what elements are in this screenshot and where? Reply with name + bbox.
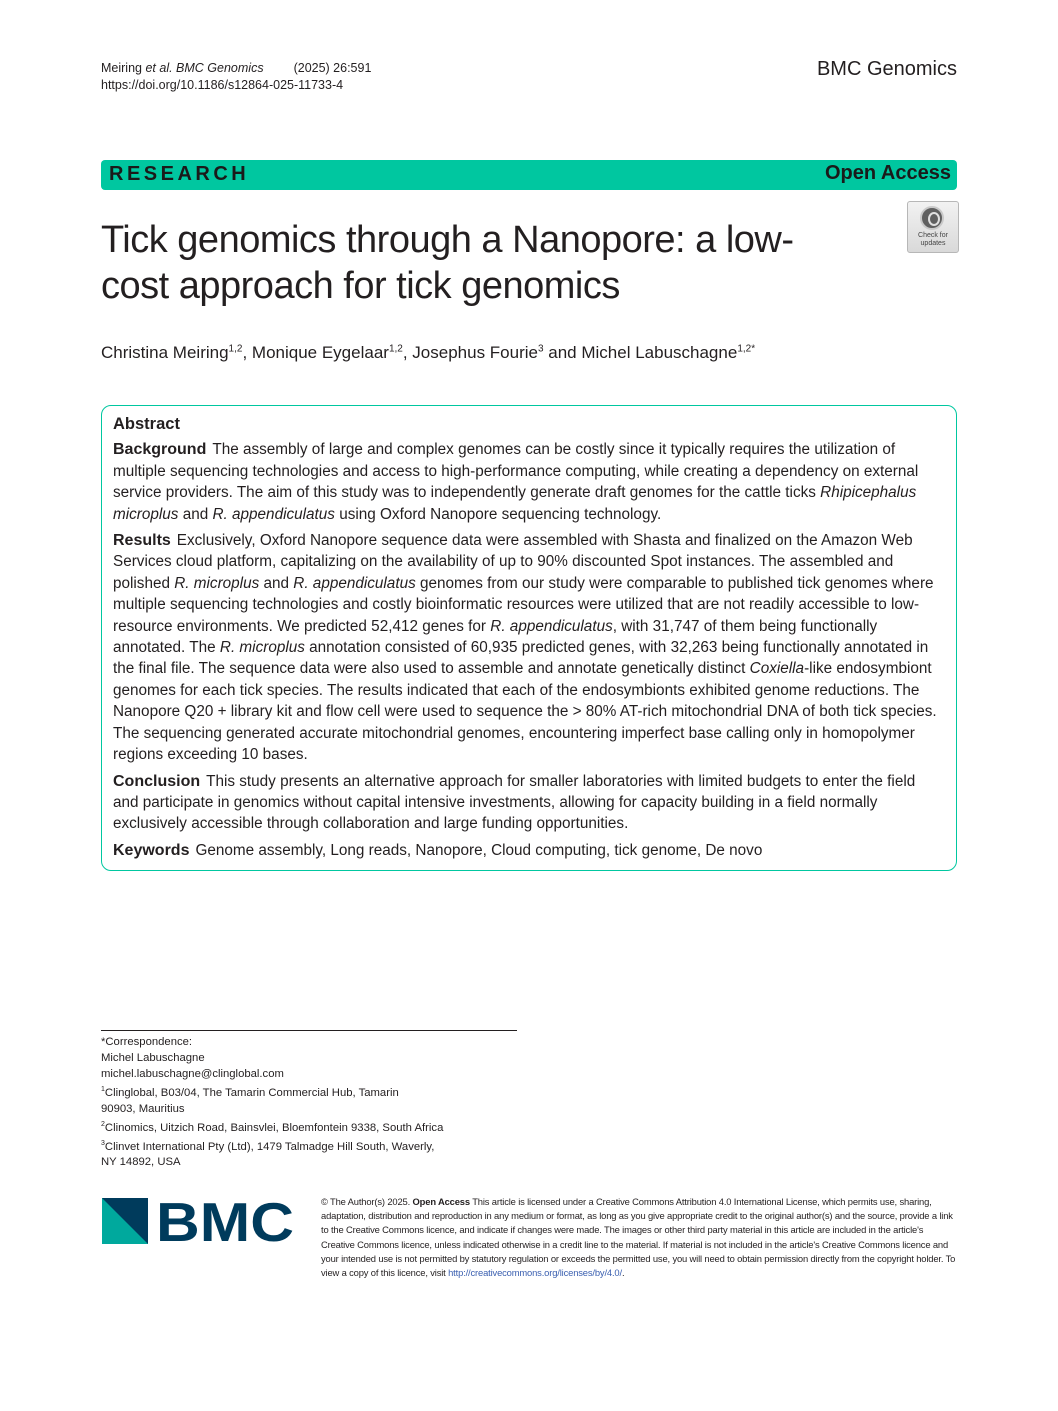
affiliation-3-cont: NY 14892, USA xyxy=(101,1156,181,1169)
license-text xyxy=(321,1195,958,1280)
author-name: Christina Meiring xyxy=(101,343,229,362)
background-text: and xyxy=(178,505,213,523)
affiliation-text: Clinvet International Pty (Ltd), 1479 Talmadge Hill South, Waverly, xyxy=(104,1140,435,1153)
species-name: R. appendiculatus xyxy=(212,505,335,523)
results-text: and xyxy=(259,574,294,592)
article-type-label: RESEARCH xyxy=(109,163,250,185)
background-text: using Oxford Nanopore sequencing technology. xyxy=(334,505,662,523)
check-updates-label: Check for updates xyxy=(918,232,948,247)
affiliation-text: Clinglobal, B03/04, The Tamarin Commercial Hub, Tamarin xyxy=(104,1086,399,1099)
keywords-text: Genome assembly, Long reads, Nanopore, Cloud computing, tick genome, De novo xyxy=(195,841,763,859)
background-label: Background xyxy=(113,441,207,459)
article-title: Tick genomics through a Nanopore: a low-cost approach for tick genomics xyxy=(101,219,794,307)
correspondence-email[interactable]: michel.labuschagne@clinglobal.com xyxy=(101,1068,284,1080)
keywords-label: Keywords xyxy=(113,841,190,859)
author-name: Josephus Fourie xyxy=(412,343,538,362)
license-body: This article is licensed under a Creative Commons Attribution 4.0 International License, which permits use, sharing, adaptation, distribution and reproduction in any medium or format, as long as you give appropriate credit to the original author(s) and the source, provide a link to the Creative Commons licence, and indicate if changes were made. The images or other third party material in this article are included in the article's Creative Commons licence, unless indicated otherwise in a credit line to the material. If material is not included in the article's Creative Commons licence and your intended use is not permitted by statutory regulation or exceeds the permitted use, you will need to obtain permission directly from the copyright holder. To view a copy of this licence, visit xyxy=(321,1196,956,1279)
results-text: Exclusively, Oxford Nanopore sequence data were assembled with Shasta and finalized on the Amazon Web Services cloud platform, capitalizing on the availability of up to 90% discounted Spot instances. The assembled and polished xyxy=(113,532,913,592)
citation-block xyxy=(101,60,371,94)
conclusion-label: Conclusion xyxy=(113,772,201,790)
species-name: R. appendiculatus xyxy=(293,574,416,592)
open-access-bold: Open Access xyxy=(412,1196,470,1207)
conclusion-text: This study presents an alternative approach for smaller laboratories with limited budgets to enter the field and participate in genomics without capital intensive investments, allowing for capacity building in a field normally exclusively accessible through collaboration and large funding opportunities. xyxy=(113,772,916,833)
license-link[interactable]: http://creativecommons.org/licenses/by/4.0/ xyxy=(448,1267,622,1279)
abstract-keywords xyxy=(113,840,943,861)
license-end: . xyxy=(621,1267,625,1279)
author-affiliation: 3 xyxy=(537,343,544,355)
affiliation-text: Clinomics, Uitzich Road, Bainsvlei, Bloemfontein 9338, South Africa xyxy=(104,1121,444,1134)
results-text: annotation consisted of 60,935 predicted genes, with 32,263 being functionally annotated in the final file. The sequence data were also used to assemble and annotate genetically distinct xyxy=(113,639,929,678)
author-separator: , xyxy=(242,343,252,362)
abstract-background xyxy=(113,439,943,525)
affiliation-number: 2 xyxy=(101,1120,105,1128)
species-name: Coxiella xyxy=(749,660,805,678)
results-text: -like endosymbiont genomes for each tick species. The results indicated that each of the endosymbionts exhibited genome reductions. The Nanopore Q20 + library kit and flow cell were used to sequence the > 80% AT-rich mitochondrial DNA of both tick species. The sequencing generated accurate mitochondrial genomes, encountering imperfect base calling only in homopolymer regions exceeding 10 bases. xyxy=(113,660,937,764)
results-text: genomes from our study were comparable to published tick genomes where multiple sequencing technologies and costly bioinformatic resources were utilized that are not readily accessible to low-resource environments. We predicted 52,412 genes for xyxy=(113,574,934,635)
author-affiliation: 1,2 xyxy=(228,343,243,355)
affiliation-3 xyxy=(101,1136,443,1155)
journal-name: BMC Genomics xyxy=(816,58,957,80)
species-name: Rhipicephalus microplus xyxy=(113,484,917,523)
affiliation-number: 1 xyxy=(101,1086,105,1093)
species-name: R. microplus xyxy=(174,574,260,592)
results-text: , with 31,747 of them being functionally annotated. The xyxy=(113,617,878,657)
open-access-label: Open Access xyxy=(825,162,951,184)
author-affiliation: 1,2 xyxy=(388,343,403,355)
abstract-conclusion xyxy=(113,771,943,835)
citation-authors: Meiring xyxy=(101,61,142,75)
correspondence-name: Michel Labuschagne xyxy=(101,1052,205,1064)
species-name: R. appendiculatus xyxy=(490,617,613,635)
abstract-heading: Abstract xyxy=(113,415,180,433)
check-for-updates-badge[interactable] xyxy=(907,201,959,253)
citation-year: (2025) 26:591 xyxy=(293,61,372,75)
abstract-results xyxy=(113,530,943,765)
background-text: The assembly of large and complex genomes can be costly since it typically requires the utilization of multiple sequencing technologies and access to high-performance computing, while creating a dependency on external service providers. The aim of this study was to independently generate draft genomes for the cattle ticks xyxy=(113,441,919,502)
footnote-divider xyxy=(101,1030,517,1031)
article-type-banner xyxy=(101,160,957,190)
author-list xyxy=(101,343,755,363)
species-name: R. microplus xyxy=(219,639,305,657)
author-name: Michel Labuschagne xyxy=(581,343,738,362)
affiliation-2 xyxy=(101,1117,443,1136)
author-separator: and xyxy=(543,343,582,362)
correspondence-label: *Correspondence: xyxy=(101,1036,193,1048)
results-label: Results xyxy=(113,532,171,550)
bmc-logo xyxy=(102,1196,294,1246)
update-icon xyxy=(920,206,944,230)
affiliation-1 xyxy=(101,1082,443,1101)
affiliation-number: 3 xyxy=(101,1139,105,1147)
doi-link[interactable]: https://doi.org/10.1186/s12864-025-11733-4 xyxy=(101,78,344,92)
bmc-logo-text: BMC xyxy=(156,1196,294,1246)
citation-journal: et al. BMC Genomics xyxy=(142,61,264,75)
copyright: © The Author(s) 2025. xyxy=(321,1196,411,1207)
footnotes xyxy=(101,1034,443,1170)
abstract-box xyxy=(101,405,957,871)
author-name: Monique Eygelaar xyxy=(251,343,389,362)
citation-line xyxy=(101,60,371,77)
author-separator: , xyxy=(402,343,413,362)
affiliation-1-cont: 90903, Mauritius xyxy=(101,1102,185,1115)
author-affiliation: 1,2* xyxy=(737,343,756,355)
